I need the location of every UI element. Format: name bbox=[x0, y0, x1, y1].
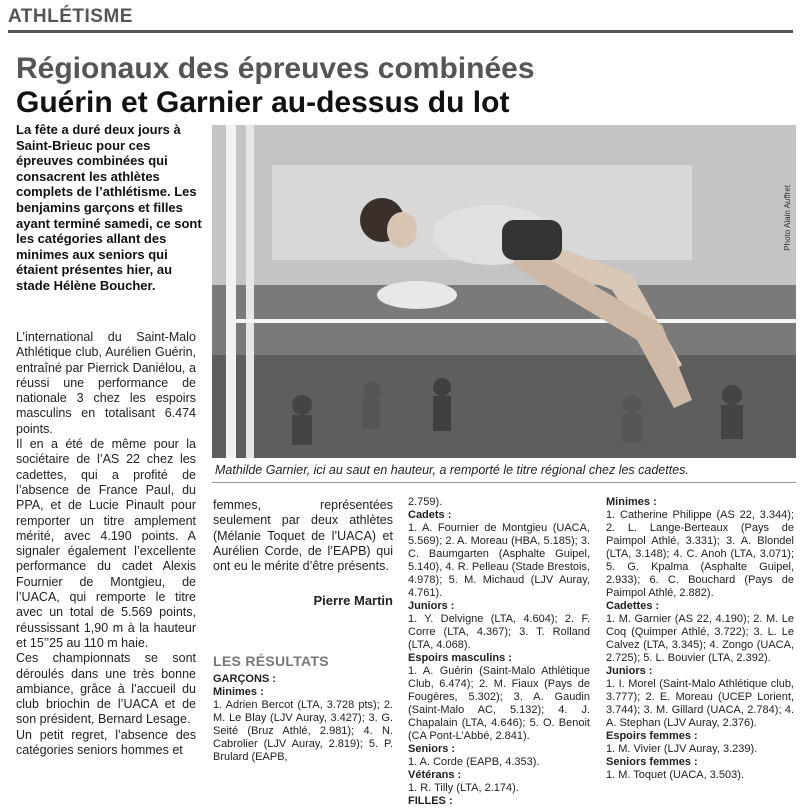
results-category: Seniors femmes : bbox=[606, 756, 698, 768]
results-entry: 1. Y. Delvigne (LTA, 4.604); 2. F. Corre (LTA, 4.367); 3. T. Rolland (LTA, 4.068). bbox=[408, 613, 590, 651]
results-entry: 1. A. Corde (EAPB, 4.353). bbox=[408, 756, 540, 768]
results-entry: 1. M. Garnier (AS 22, 4.190); 2. M. Le Coq (Quimper Athlé, 3.722); 3. L. Le Calvez (LTA, 3.345); 4. Zongo (UACA, 2.725); 5. L. Bouvier (LTA, 2.392). bbox=[606, 613, 794, 664]
results-category: Seniors : bbox=[408, 743, 456, 755]
results-category: Minimes : bbox=[606, 496, 657, 508]
article-column-2 bbox=[213, 498, 393, 574]
results-entry: 1. R. Tilly (LTA, 2.174). bbox=[408, 782, 519, 794]
lead-paragraph: La fête a duré deux jours à Saint-Brieuc pour ces épreuves combinées qui consacrent les athlètes complets de l’athlétisme. Les benjamins garçons et filles ayant terminé samedi, ce sont les catégories allant des minimes aux seniors qui étaient présentes hier, au stade Hélène Boucher. bbox=[16, 122, 202, 293]
body-paragraph: L’international du Saint-Malo Athlétique club, Aurélien Guérin, entraîné par Pierrick Daniélou, a réussi une performance de nationale 3 chez les espoirs masculins en totalisant 6.474 points. bbox=[16, 330, 196, 436]
body-paragraph: Un petit regret, l’absence des catégories seniors hommes et bbox=[16, 727, 196, 758]
photo-illustration bbox=[212, 125, 796, 458]
results-category: Espoirs femmes : bbox=[606, 730, 698, 742]
results-entry: 1. I. Morel (Saint-Malo Athlétique club, 3.777); 2. E. Moreau (UCEP Lorient, 3.744); 3. M. Gillard (UACA, 2.784); 4. A. Stephan (LJV Auray, 2.376). bbox=[606, 678, 794, 729]
results-category: Cadets : bbox=[408, 509, 452, 521]
body-paragraph: Ces championnats se sont déroulés dans une très bonne ambiance, grâce à l’accueil du club briochin de l’UACA et de son président, Bernard Lesage. bbox=[16, 651, 196, 727]
rubric-divider bbox=[8, 30, 793, 33]
results-category: Cadettes : bbox=[606, 600, 660, 612]
author-byline: Pierre Martin bbox=[313, 593, 393, 608]
caption-divider bbox=[212, 482, 796, 483]
results-category: FILLES : bbox=[408, 795, 453, 807]
results-category: Vétérans : bbox=[408, 769, 462, 781]
results-column-2 bbox=[408, 496, 590, 808]
results-entry: 2.759). bbox=[408, 496, 443, 508]
headline: Guérin et Garnier au-dessus du lot bbox=[16, 86, 510, 119]
results-category: Espoirs masculins : bbox=[408, 652, 512, 664]
results-entry: 1. M. Toquet (UACA, 3.503). bbox=[606, 769, 744, 781]
article-column-1 bbox=[16, 330, 196, 758]
results-entry: 1. Adrien Bercot (LTA, 3.728 pts); 2. M. Le Blay (LJV Auray, 3.427); 3. G. Seité (Bruz Athlé, 2.981); 4. N. Cabrolier (LJV Auray, 2.819); 5. P. Brulard (EAPB, bbox=[213, 699, 393, 763]
results-entry: 1. M. Vivier (LJV Auray, 3.239). bbox=[606, 743, 758, 755]
high-jump-photo bbox=[212, 125, 796, 458]
body-paragraph: Il en a été de même pour la sociétaire de l’AS 22 chez les cadettes, qui a profité de l’absence de France Paul, du PPA, et de Lucie Pinault pour remporter un titre amplement mérité, avec 4.190 points. A signaler également l’excellente performance du cadet Alexis Fournier de Montgieu, de l’UACA, qui remporte le titre avec un total de 5.569 points, réussissant 1,90 m à la hauteur et 15’’25 au 110 m haie. bbox=[16, 437, 196, 650]
results-column-1 bbox=[213, 673, 393, 764]
results-category: GARÇONS : bbox=[213, 673, 276, 685]
section-rubric: ATHLÉTISME bbox=[8, 6, 133, 27]
headline-kicker: Régionaux des épreuves combinées bbox=[16, 52, 535, 85]
results-column-3 bbox=[606, 496, 794, 782]
results-category: Minimes : bbox=[213, 686, 264, 698]
results-category: Juniors : bbox=[408, 600, 455, 612]
body-paragraph: femmes, représentées seulement par deux athlètes (Mélanie Toquet de l’UACA) et Aurélien Corde, de l’EAPB) qui ont eu le mérite d’être présents. bbox=[213, 498, 393, 574]
photo-credit: Photo Alain Auffret bbox=[783, 185, 792, 251]
results-entry: 1. A. Fournier de Montgieu (UACA, 5.569); 2. A. Moreau (HBA, 5.185); 3. C. Baumgarten (Asphalte Guipel, 5.140), 4. R. Pelleau (Stade Brestois, 4.978); 5. M. Michaud (LJV Auray, 4.761). bbox=[408, 522, 590, 599]
results-entry: 1. A. Guérin (Saint-Malo Athlétique Club, 6.474); 2. M. Fiaux (Pays de Fougères, 5.302); 3. A. Gaudin (Saint-Malo AC, 5.132); 4. J. Chapalain (LTA, 4.646); 5. O. Benoit (CA Pont-L’Abbé, 2.841). bbox=[408, 665, 590, 742]
results-heading: LES RÉSULTATS bbox=[213, 653, 329, 669]
photo-caption: Mathilde Garnier, ici au saut en hauteur, a remporté le titre régional chez les cadettes. bbox=[215, 463, 689, 477]
results-category: Juniors : bbox=[606, 665, 653, 677]
results-entry: 1. Catherine Philippe (AS 22, 3.344); 2. L. Lange-Berteaux (Pays de Paimpol Athlé, 3.331); 3. A. Blondel (LTA, 3.148); 4. C. Anoh (LTA, 3.071); 5. G. Kpalma (Asphalte Guipel, 2.933); 6. C. Bouchard (Pays de Paimpol Athlé, 2.882). bbox=[606, 509, 794, 599]
